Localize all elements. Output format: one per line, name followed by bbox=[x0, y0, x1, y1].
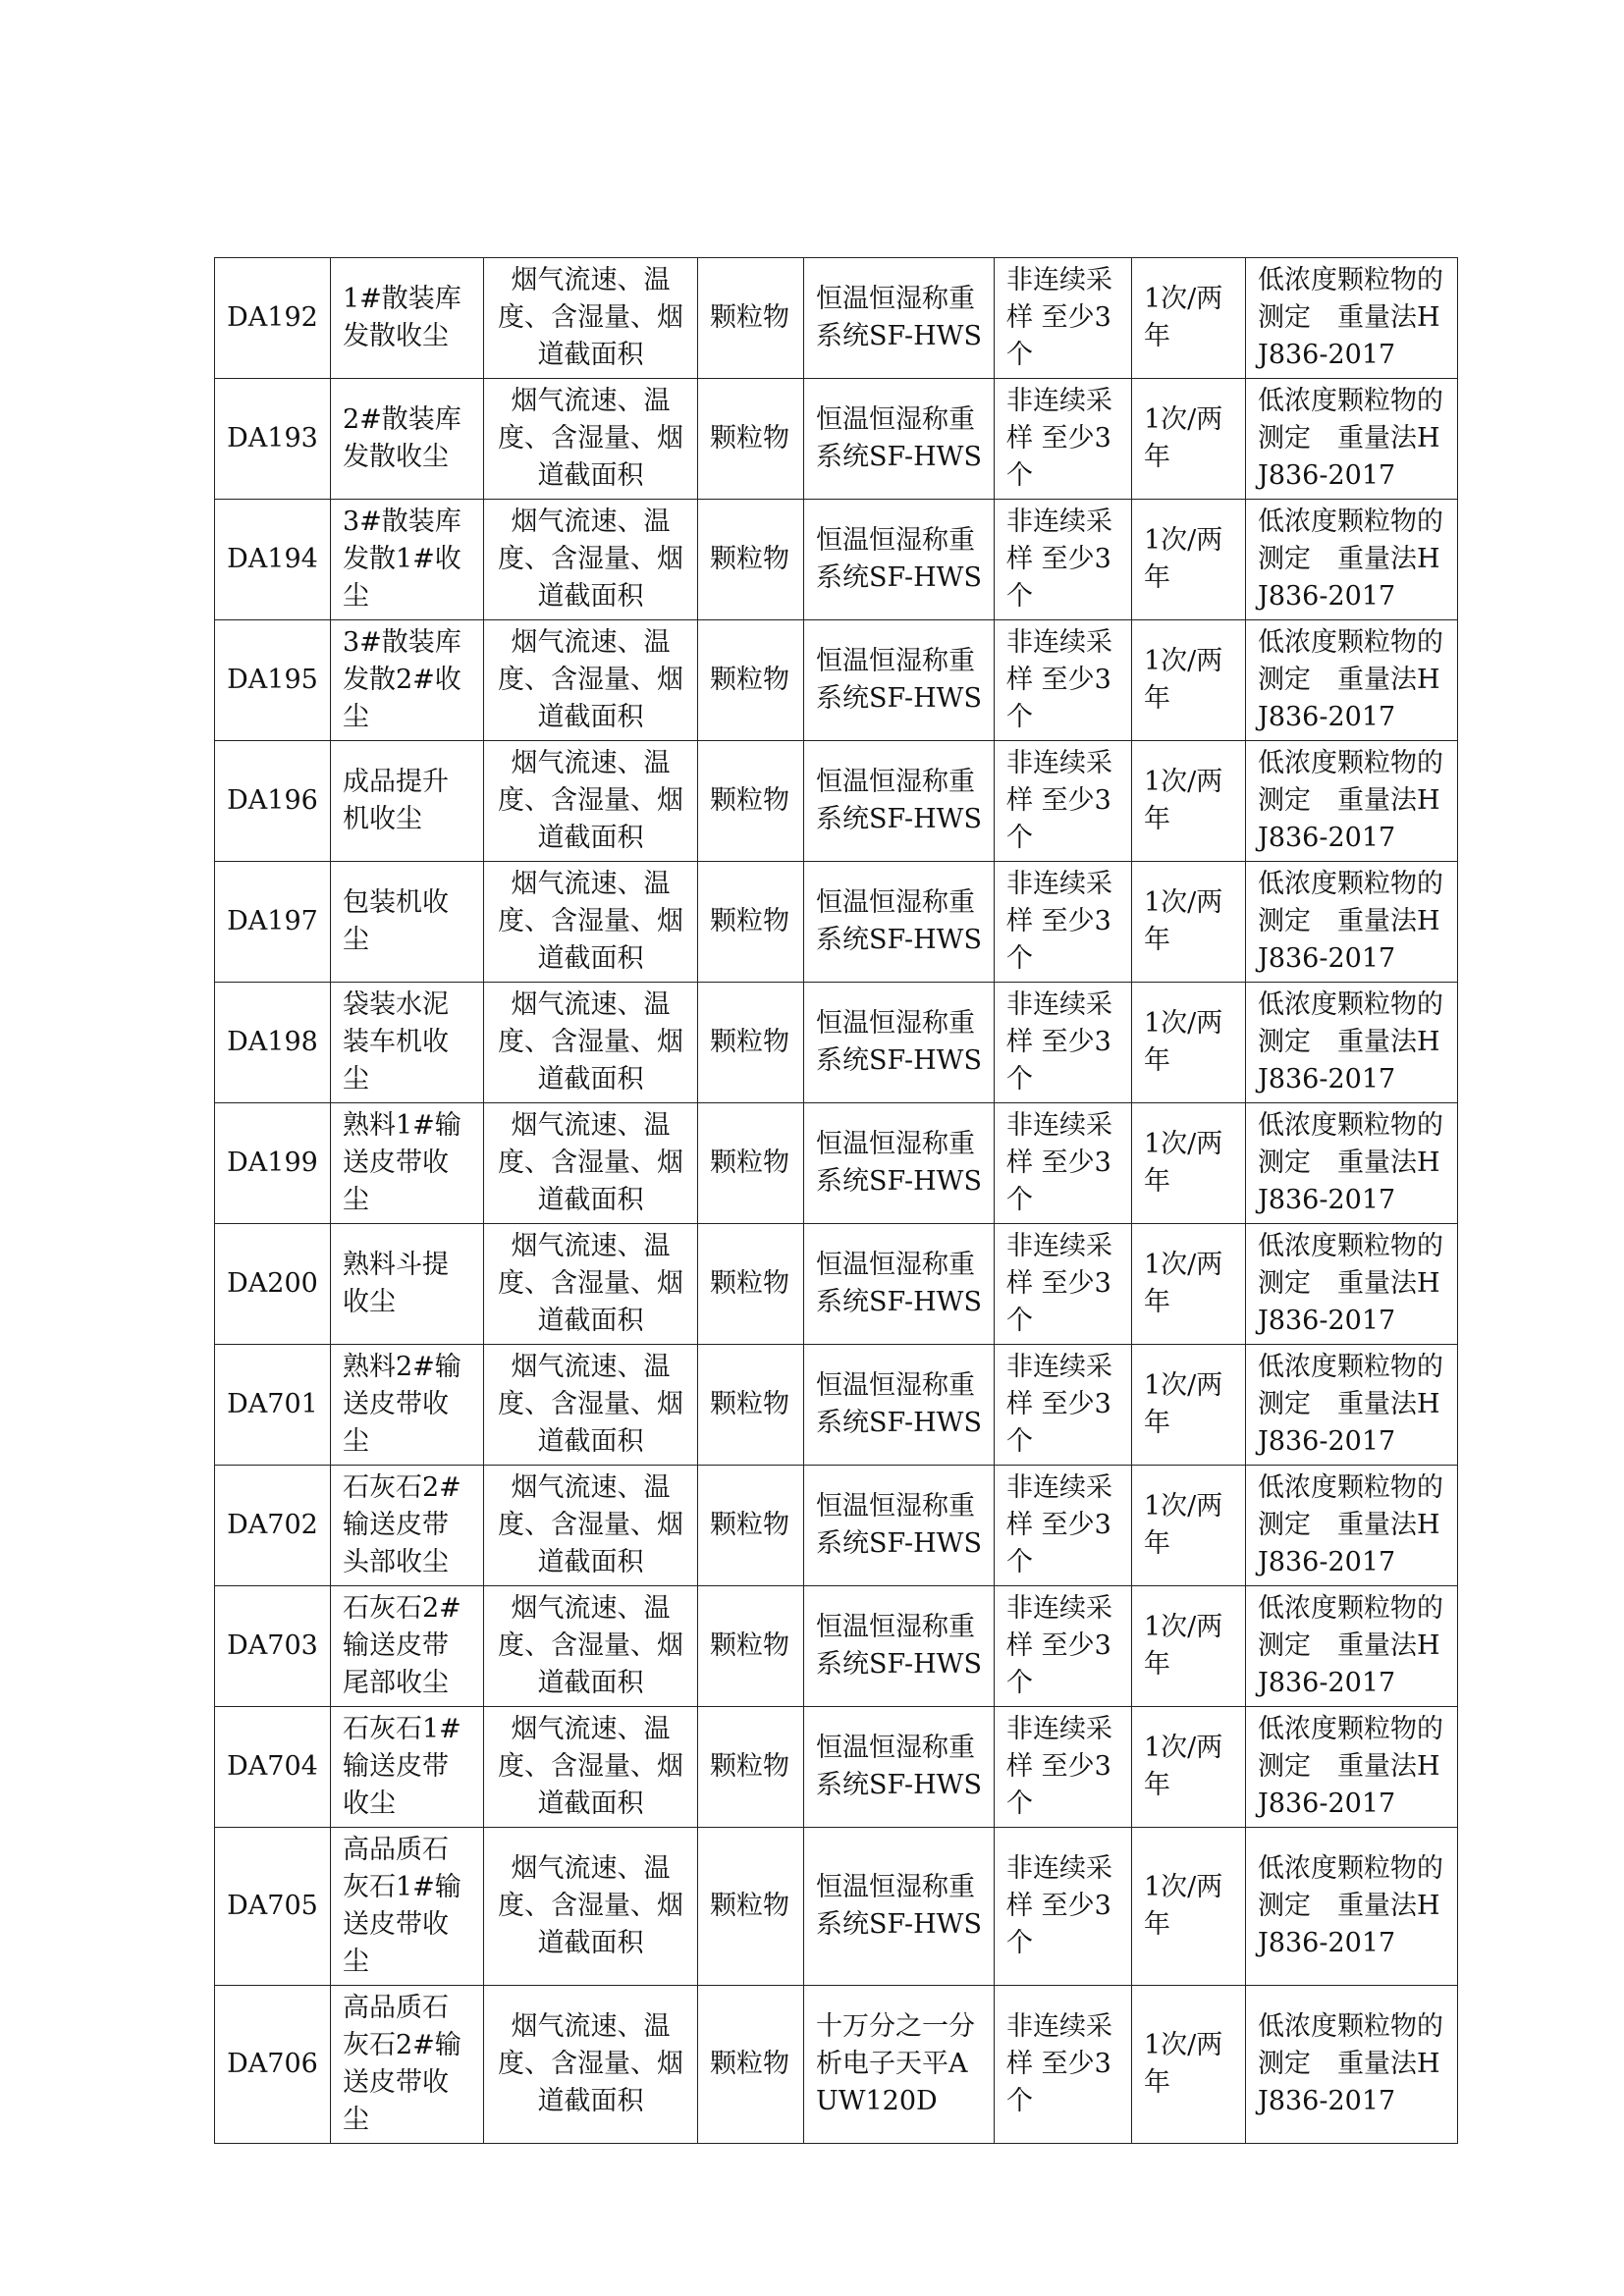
frequency-cell: 1次/两年 bbox=[1132, 741, 1246, 862]
frequency-cell: 1次/两年 bbox=[1132, 379, 1246, 500]
frequency-cell: 1次/两年 bbox=[1132, 1224, 1246, 1345]
sampling-method-cell: 非连续采样 至少3个 bbox=[995, 862, 1132, 983]
instrument-cell: 恒温恒湿称重系统SF-HWS bbox=[804, 1828, 995, 1986]
outlet-code-cell: DA198 bbox=[215, 983, 331, 1103]
table-row bbox=[215, 1828, 1458, 1986]
outlet-code-cell: DA194 bbox=[215, 500, 331, 620]
frequency-cell: 1次/两年 bbox=[1132, 1986, 1246, 2144]
frequency-cell: 1次/两年 bbox=[1132, 1586, 1246, 1707]
frequency-cell: 1次/两年 bbox=[1132, 862, 1246, 983]
sampling-method-cell: 非连续采样 至少3个 bbox=[995, 1103, 1132, 1224]
analysis-method-cell: 低浓度颗粒物的测定 重量法HJ836-2017 bbox=[1246, 258, 1458, 379]
pollutant-cell: 颗粒物 bbox=[698, 500, 804, 620]
analysis-method-cell: 低浓度颗粒物的测定 重量法HJ836-2017 bbox=[1246, 1345, 1458, 1466]
parameters-cell: 烟气流速、温度、含湿量、烟道截面积 bbox=[484, 1707, 698, 1828]
outlet-location-cell: 石灰石2#输送皮带头部收尘 bbox=[331, 1466, 484, 1586]
outlet-location-cell: 熟料斗提收尘 bbox=[331, 1224, 484, 1345]
frequency-cell: 1次/两年 bbox=[1132, 1828, 1246, 1986]
table-row bbox=[215, 1707, 1458, 1828]
pollutant-cell: 颗粒物 bbox=[698, 258, 804, 379]
outlet-location-cell: 3#散装库发散2#收尘 bbox=[331, 620, 484, 741]
sampling-method-cell: 非连续采样 至少3个 bbox=[995, 1224, 1132, 1345]
instrument-cell: 恒温恒湿称重系统SF-HWS bbox=[804, 258, 995, 379]
analysis-method-cell: 低浓度颗粒物的测定 重量法HJ836-2017 bbox=[1246, 1986, 1458, 2144]
instrument-cell: 恒温恒湿称重系统SF-HWS bbox=[804, 983, 995, 1103]
instrument-cell: 恒温恒湿称重系统SF-HWS bbox=[804, 1345, 995, 1466]
frequency-cell: 1次/两年 bbox=[1132, 1103, 1246, 1224]
parameters-cell: 烟气流速、温度、含湿量、烟道截面积 bbox=[484, 983, 698, 1103]
sampling-method-cell: 非连续采样 至少3个 bbox=[995, 1345, 1132, 1466]
table-row bbox=[215, 1345, 1458, 1466]
analysis-method-cell: 低浓度颗粒物的测定 重量法HJ836-2017 bbox=[1246, 379, 1458, 500]
outlet-code-cell: DA705 bbox=[215, 1828, 331, 1986]
instrument-cell: 十万分之一分析电子天平AUW120D bbox=[804, 1986, 995, 2144]
table-row bbox=[215, 983, 1458, 1103]
instrument-cell: 恒温恒湿称重系统SF-HWS bbox=[804, 1466, 995, 1586]
analysis-method-cell: 低浓度颗粒物的测定 重量法HJ836-2017 bbox=[1246, 1707, 1458, 1828]
instrument-cell: 恒温恒湿称重系统SF-HWS bbox=[804, 500, 995, 620]
sampling-method-cell: 非连续采样 至少3个 bbox=[995, 1828, 1132, 1986]
analysis-method-cell: 低浓度颗粒物的测定 重量法HJ836-2017 bbox=[1246, 1586, 1458, 1707]
analysis-method-cell: 低浓度颗粒物的测定 重量法HJ836-2017 bbox=[1246, 1103, 1458, 1224]
outlet-location-cell: 袋装水泥装车机收尘 bbox=[331, 983, 484, 1103]
parameters-cell: 烟气流速、温度、含湿量、烟道截面积 bbox=[484, 1224, 698, 1345]
outlet-location-cell: 高品质石灰石2#输送皮带收尘 bbox=[331, 1986, 484, 2144]
analysis-method-cell: 低浓度颗粒物的测定 重量法HJ836-2017 bbox=[1246, 1828, 1458, 1986]
outlet-location-cell: 包装机收尘 bbox=[331, 862, 484, 983]
parameters-cell: 烟气流速、温度、含湿量、烟道截面积 bbox=[484, 1466, 698, 1586]
outlet-code-cell: DA199 bbox=[215, 1103, 331, 1224]
outlet-code-cell: DA701 bbox=[215, 1345, 331, 1466]
table-row bbox=[215, 258, 1458, 379]
sampling-method-cell: 非连续采样 至少3个 bbox=[995, 1707, 1132, 1828]
outlet-code-cell: DA200 bbox=[215, 1224, 331, 1345]
outlet-code-cell: DA197 bbox=[215, 862, 331, 983]
sampling-method-cell: 非连续采样 至少3个 bbox=[995, 741, 1132, 862]
parameters-cell: 烟气流速、温度、含湿量、烟道截面积 bbox=[484, 741, 698, 862]
table-row bbox=[215, 1466, 1458, 1586]
frequency-cell: 1次/两年 bbox=[1132, 500, 1246, 620]
table-row bbox=[215, 379, 1458, 500]
outlet-code-cell: DA703 bbox=[215, 1586, 331, 1707]
parameters-cell: 烟气流速、温度、含湿量、烟道截面积 bbox=[484, 1586, 698, 1707]
outlet-location-cell: 熟料1#输送皮带收尘 bbox=[331, 1103, 484, 1224]
pollutant-cell: 颗粒物 bbox=[698, 1466, 804, 1586]
sampling-method-cell: 非连续采样 至少3个 bbox=[995, 620, 1132, 741]
analysis-method-cell: 低浓度颗粒物的测定 重量法HJ836-2017 bbox=[1246, 620, 1458, 741]
pollutant-cell: 颗粒物 bbox=[698, 983, 804, 1103]
parameters-cell: 烟气流速、温度、含湿量、烟道截面积 bbox=[484, 620, 698, 741]
pollutant-cell: 颗粒物 bbox=[698, 741, 804, 862]
parameters-cell: 烟气流速、温度、含湿量、烟道截面积 bbox=[484, 1828, 698, 1986]
frequency-cell: 1次/两年 bbox=[1132, 258, 1246, 379]
parameters-cell: 烟气流速、温度、含湿量、烟道截面积 bbox=[484, 1345, 698, 1466]
outlet-code-cell: DA196 bbox=[215, 741, 331, 862]
sampling-method-cell: 非连续采样 至少3个 bbox=[995, 1466, 1132, 1586]
pollutant-cell: 颗粒物 bbox=[698, 1586, 804, 1707]
outlet-code-cell: DA195 bbox=[215, 620, 331, 741]
instrument-cell: 恒温恒湿称重系统SF-HWS bbox=[804, 1707, 995, 1828]
parameters-cell: 烟气流速、温度、含湿量、烟道截面积 bbox=[484, 500, 698, 620]
parameters-cell: 烟气流速、温度、含湿量、烟道截面积 bbox=[484, 862, 698, 983]
table-row bbox=[215, 1224, 1458, 1345]
sampling-method-cell: 非连续采样 至少3个 bbox=[995, 983, 1132, 1103]
outlet-location-cell: 石灰石1#输送皮带收尘 bbox=[331, 1707, 484, 1828]
table-row bbox=[215, 741, 1458, 862]
sampling-method-cell: 非连续采样 至少3个 bbox=[995, 1986, 1132, 2144]
instrument-cell: 恒温恒湿称重系统SF-HWS bbox=[804, 1224, 995, 1345]
table-row bbox=[215, 1986, 1458, 2144]
sampling-method-cell: 非连续采样 至少3个 bbox=[995, 258, 1132, 379]
instrument-cell: 恒温恒湿称重系统SF-HWS bbox=[804, 862, 995, 983]
instrument-cell: 恒温恒湿称重系统SF-HWS bbox=[804, 741, 995, 862]
pollutant-cell: 颗粒物 bbox=[698, 1707, 804, 1828]
sampling-method-cell: 非连续采样 至少3个 bbox=[995, 500, 1132, 620]
frequency-cell: 1次/两年 bbox=[1132, 1466, 1246, 1586]
table-row bbox=[215, 1586, 1458, 1707]
table-row bbox=[215, 620, 1458, 741]
pollutant-cell: 颗粒物 bbox=[698, 1828, 804, 1986]
instrument-cell: 恒温恒湿称重系统SF-HWS bbox=[804, 1586, 995, 1707]
analysis-method-cell: 低浓度颗粒物的测定 重量法HJ836-2017 bbox=[1246, 1224, 1458, 1345]
pollutant-cell: 颗粒物 bbox=[698, 620, 804, 741]
outlet-code-cell: DA193 bbox=[215, 379, 331, 500]
frequency-cell: 1次/两年 bbox=[1132, 620, 1246, 741]
parameters-cell: 烟气流速、温度、含湿量、烟道截面积 bbox=[484, 258, 698, 379]
analysis-method-cell: 低浓度颗粒物的测定 重量法HJ836-2017 bbox=[1246, 862, 1458, 983]
frequency-cell: 1次/两年 bbox=[1132, 1345, 1246, 1466]
outlet-code-cell: DA192 bbox=[215, 258, 331, 379]
pollutant-cell: 颗粒物 bbox=[698, 1103, 804, 1224]
table-row bbox=[215, 500, 1458, 620]
sampling-method-cell: 非连续采样 至少3个 bbox=[995, 1586, 1132, 1707]
pollutant-cell: 颗粒物 bbox=[698, 1345, 804, 1466]
pollutant-cell: 颗粒物 bbox=[698, 379, 804, 500]
parameters-cell: 烟气流速、温度、含湿量、烟道截面积 bbox=[484, 1103, 698, 1224]
outlet-location-cell: 2#散装库发散收尘 bbox=[331, 379, 484, 500]
outlet-location-cell: 成品提升机收尘 bbox=[331, 741, 484, 862]
outlet-code-cell: DA704 bbox=[215, 1707, 331, 1828]
table-row bbox=[215, 862, 1458, 983]
analysis-method-cell: 低浓度颗粒物的测定 重量法HJ836-2017 bbox=[1246, 1466, 1458, 1586]
table-row bbox=[215, 1103, 1458, 1224]
parameters-cell: 烟气流速、温度、含湿量、烟道截面积 bbox=[484, 379, 698, 500]
analysis-method-cell: 低浓度颗粒物的测定 重量法HJ836-2017 bbox=[1246, 741, 1458, 862]
outlet-location-cell: 熟料2#输送皮带收尘 bbox=[331, 1345, 484, 1466]
pollutant-cell: 颗粒物 bbox=[698, 1224, 804, 1345]
pollutant-cell: 颗粒物 bbox=[698, 1986, 804, 2144]
instrument-cell: 恒温恒湿称重系统SF-HWS bbox=[804, 1103, 995, 1224]
table-body bbox=[215, 258, 1458, 2144]
frequency-cell: 1次/两年 bbox=[1132, 1707, 1246, 1828]
frequency-cell: 1次/两年 bbox=[1132, 983, 1246, 1103]
parameters-cell: 烟气流速、温度、含湿量、烟道截面积 bbox=[484, 1986, 698, 2144]
outlet-location-cell: 3#散装库发散1#收尘 bbox=[331, 500, 484, 620]
sampling-method-cell: 非连续采样 至少3个 bbox=[995, 379, 1132, 500]
pollutant-cell: 颗粒物 bbox=[698, 862, 804, 983]
analysis-method-cell: 低浓度颗粒物的测定 重量法HJ836-2017 bbox=[1246, 983, 1458, 1103]
outlet-location-cell: 高品质石灰石1#输送皮带收尘 bbox=[331, 1828, 484, 1986]
instrument-cell: 恒温恒湿称重系统SF-HWS bbox=[804, 379, 995, 500]
outlet-code-cell: DA706 bbox=[215, 1986, 331, 2144]
analysis-method-cell: 低浓度颗粒物的测定 重量法HJ836-2017 bbox=[1246, 500, 1458, 620]
outlet-location-cell: 石灰石2#输送皮带尾部收尘 bbox=[331, 1586, 484, 1707]
instrument-cell: 恒温恒湿称重系统SF-HWS bbox=[804, 620, 995, 741]
outlet-code-cell: DA702 bbox=[215, 1466, 331, 1586]
monitoring-table bbox=[214, 257, 1458, 2144]
outlet-location-cell: 1#散装库发散收尘 bbox=[331, 258, 484, 379]
